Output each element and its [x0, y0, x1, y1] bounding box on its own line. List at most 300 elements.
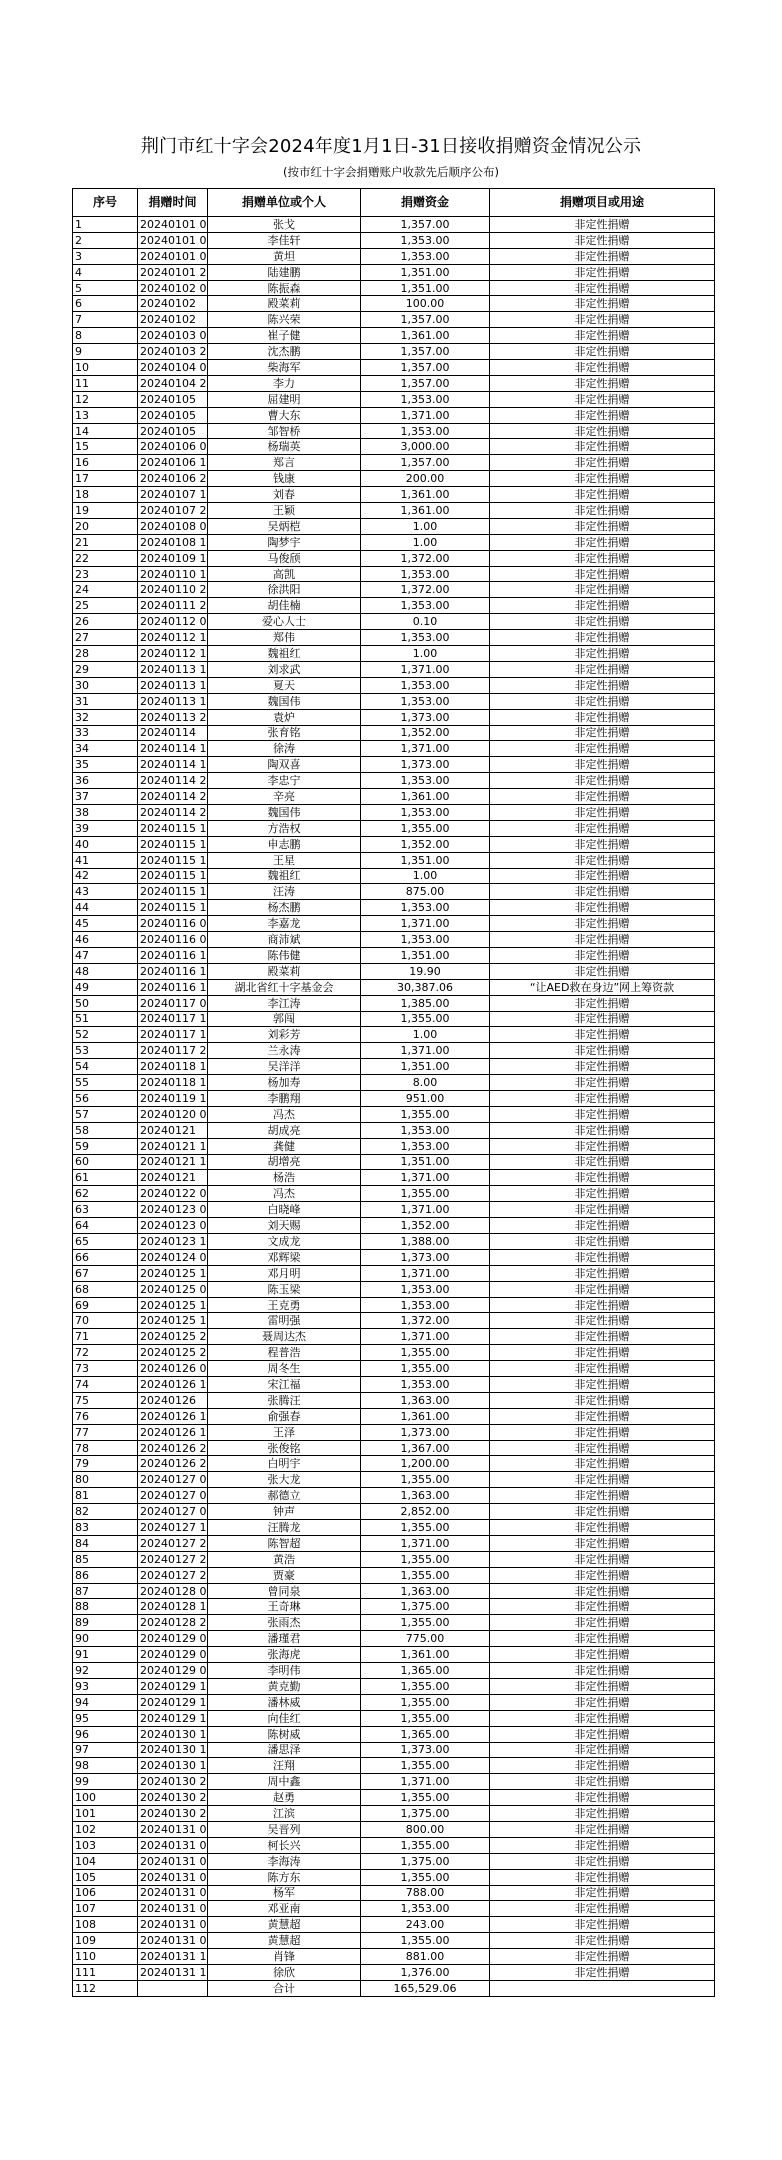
donation-date-cell: 20240123 0 — [138, 1218, 208, 1234]
donor-cell: 邓亚南 — [208, 1901, 361, 1917]
amount-cell: 1,353.00 — [361, 232, 490, 248]
table-row — [73, 375, 715, 391]
amount-cell: 1,357.00 — [361, 312, 490, 328]
donation-date-cell: 20240131 0 — [138, 1901, 208, 1917]
donation-date-cell: 20240127 0 — [138, 1504, 208, 1520]
purpose-cell: 非定性捐赠 — [490, 1949, 715, 1965]
serial-no-cell: 90 — [73, 1631, 138, 1647]
donation-date-cell: 20240128 2 — [138, 1615, 208, 1631]
serial-no-cell: 31 — [73, 693, 138, 709]
donor-cell: 雷明强 — [208, 1313, 361, 1329]
donor-cell: 钟声 — [208, 1504, 361, 1520]
amount-cell: 1,355.00 — [361, 1567, 490, 1583]
amount-cell: 1,355.00 — [361, 1011, 490, 1027]
donation-date-cell: 20240131 0 — [138, 1917, 208, 1933]
table-row — [73, 932, 715, 948]
purpose-cell: 非定性捐赠 — [490, 1758, 715, 1774]
table-row — [73, 1059, 715, 1075]
donor-cell: 胡成亮 — [208, 1122, 361, 1138]
purpose-cell: 非定性捐赠 — [490, 1377, 715, 1393]
donation-date-cell: 20240125 1 — [138, 1313, 208, 1329]
serial-no-cell: 42 — [73, 868, 138, 884]
serial-no-cell: 65 — [73, 1234, 138, 1250]
serial-no-cell: 19 — [73, 503, 138, 519]
donor-cell: 张腾汪 — [208, 1392, 361, 1408]
donor-cell: 李鹏翔 — [208, 1090, 361, 1106]
serial-no-cell: 57 — [73, 1106, 138, 1122]
serial-no-cell: 16 — [73, 455, 138, 471]
purpose-cell: 非定性捐赠 — [490, 677, 715, 693]
table-row — [73, 1631, 715, 1647]
purpose-cell: 非定性捐赠 — [490, 709, 715, 725]
purpose-cell: 非定性捐赠 — [490, 1170, 715, 1186]
serial-no-cell: 92 — [73, 1663, 138, 1679]
donor-cell: 吴炳桤 — [208, 518, 361, 534]
donor-cell: 吴洋洋 — [208, 1059, 361, 1075]
donor-cell: 方浩权 — [208, 820, 361, 836]
amount-cell: 1,363.00 — [361, 1488, 490, 1504]
donor-cell: 周中鑫 — [208, 1774, 361, 1790]
donor-cell: 杨浩 — [208, 1170, 361, 1186]
purpose-cell: 非定性捐赠 — [490, 296, 715, 312]
donor-cell: 刘天赐 — [208, 1218, 361, 1234]
amount-cell: 1,355.00 — [361, 1933, 490, 1949]
serial-no-cell: 22 — [73, 550, 138, 566]
serial-no-cell: 44 — [73, 900, 138, 916]
donor-cell: 杨杰鹏 — [208, 900, 361, 916]
table-row — [73, 1678, 715, 1694]
amount-cell: 1,355.00 — [361, 1710, 490, 1726]
table-row — [73, 1265, 715, 1281]
donation-date-cell: 20240130 2 — [138, 1806, 208, 1822]
purpose-cell: 非定性捐赠 — [490, 1424, 715, 1440]
amount-cell: 0.10 — [361, 614, 490, 630]
donation-date-cell: 20240131 1 — [138, 1964, 208, 1980]
purpose-cell: 非定性捐赠 — [490, 1106, 715, 1122]
table-row — [73, 1440, 715, 1456]
table-row — [73, 328, 715, 344]
amount-cell: 1,373.00 — [361, 757, 490, 773]
purpose-cell: 非定性捐赠 — [490, 693, 715, 709]
purpose-cell: 非定性捐赠 — [490, 1885, 715, 1901]
donation-date-cell: 20240113 2 — [138, 709, 208, 725]
donor-cell: 魏祖红 — [208, 646, 361, 662]
table-row — [73, 1599, 715, 1615]
purpose-cell: 非定性捐赠 — [490, 1806, 715, 1822]
donation-date-cell: 20240108 1 — [138, 534, 208, 550]
donation-date-cell: 20240103 0 — [138, 328, 208, 344]
table-row — [73, 1885, 715, 1901]
donor-cell: 肖锋 — [208, 1949, 361, 1965]
amount-cell: 1,351.00 — [361, 1059, 490, 1075]
page-subtitle: (按市红十字会捐赠账户收款先后顺序公布) — [283, 165, 499, 179]
purpose-cell: 非定性捐赠 — [490, 947, 715, 963]
donor-cell: 钱康 — [208, 471, 361, 487]
purpose-cell: 非定性捐赠 — [490, 1202, 715, 1218]
donor-cell: 江滨 — [208, 1806, 361, 1822]
purpose-cell: 非定性捐赠 — [490, 836, 715, 852]
donation-date-cell: 20240116 1 — [138, 947, 208, 963]
table-row — [73, 677, 715, 693]
serial-no-cell: 81 — [73, 1488, 138, 1504]
donor-cell: 潘林威 — [208, 1694, 361, 1710]
amount-cell: 800.00 — [361, 1821, 490, 1837]
serial-no-cell: 52 — [73, 1027, 138, 1043]
serial-no-cell: 84 — [73, 1535, 138, 1551]
donation-date-cell: 20240106 1 — [138, 455, 208, 471]
purpose-cell: 非定性捐赠 — [490, 1456, 715, 1472]
donor-cell: 黄坦 — [208, 248, 361, 264]
donation-date-cell: 20240122 0 — [138, 1186, 208, 1202]
donor-cell: 湖北省红十字基金会 — [208, 979, 361, 995]
purpose-cell: 非定性捐赠 — [490, 1472, 715, 1488]
amount-cell: 1,357.00 — [361, 344, 490, 360]
donation-date-cell: 20240108 0 — [138, 518, 208, 534]
amount-cell: 1,351.00 — [361, 264, 490, 280]
purpose-cell: 非定性捐赠 — [490, 630, 715, 646]
serial-no-cell: 15 — [73, 439, 138, 455]
purpose-cell: 非定性捐赠 — [490, 1281, 715, 1297]
table-row — [73, 995, 715, 1011]
table-row — [73, 1663, 715, 1679]
donation-date-cell: 20240128 1 — [138, 1599, 208, 1615]
donation-date-cell: 20240114 1 — [138, 741, 208, 757]
donor-cell: 申志鹏 — [208, 836, 361, 852]
donor-cell: 贾豪 — [208, 1567, 361, 1583]
donor-cell: 商沛斌 — [208, 932, 361, 948]
table-row — [73, 963, 715, 979]
donation-date-cell: 20240127 1 — [138, 1520, 208, 1536]
purpose-cell: 非定性捐赠 — [490, 1345, 715, 1361]
serial-no-cell: 53 — [73, 1043, 138, 1059]
amount-cell: 1,355.00 — [361, 1869, 490, 1885]
donor-cell: 夏天 — [208, 677, 361, 693]
header-serial-no: 序号 — [73, 189, 138, 217]
table-row — [73, 852, 715, 868]
donation-date-cell: 20240112 0 — [138, 614, 208, 630]
donation-date-cell: 20240129 1 — [138, 1694, 208, 1710]
donation-date-cell: 20240124 0 — [138, 1249, 208, 1265]
purpose-cell: 非定性捐赠 — [490, 820, 715, 836]
amount-cell: 1,352.00 — [361, 836, 490, 852]
table-row — [73, 1186, 715, 1202]
serial-no-cell: 1 — [73, 217, 138, 233]
donation-date-cell: 20240107 1 — [138, 487, 208, 503]
donor-cell: 邓月明 — [208, 1265, 361, 1281]
serial-no-cell: 36 — [73, 773, 138, 789]
serial-no-cell: 82 — [73, 1504, 138, 1520]
serial-no-cell: 83 — [73, 1520, 138, 1536]
table-row — [73, 1043, 715, 1059]
purpose-cell: 非定性捐赠 — [490, 1504, 715, 1520]
donation-date-cell: 20240127 2 — [138, 1535, 208, 1551]
donor-cell: 陈智超 — [208, 1535, 361, 1551]
donor-cell: 郝德立 — [208, 1488, 361, 1504]
serial-no-cell: 47 — [73, 947, 138, 963]
amount-cell: 1.00 — [361, 646, 490, 662]
amount-cell: 1.00 — [361, 534, 490, 550]
purpose-cell: 非定性捐赠 — [490, 455, 715, 471]
table-row — [73, 630, 715, 646]
header-donation-date: 捐赠时间 — [138, 189, 208, 217]
serial-no-cell: 80 — [73, 1472, 138, 1488]
serial-no-cell: 54 — [73, 1059, 138, 1075]
donor-cell: 袁炉 — [208, 709, 361, 725]
table-row — [73, 1535, 715, 1551]
amount-cell: 1,375.00 — [361, 1599, 490, 1615]
table-row — [73, 1742, 715, 1758]
amount-cell: 1,373.00 — [361, 1249, 490, 1265]
table-row — [73, 693, 715, 709]
table-row — [73, 646, 715, 662]
donation-date-cell: 20240113 1 — [138, 693, 208, 709]
amount-cell: 1,372.00 — [361, 1313, 490, 1329]
total-label: 合计 — [208, 1980, 361, 1996]
donation-date-cell: 20240130 2 — [138, 1774, 208, 1790]
table-row — [73, 1790, 715, 1806]
donation-date-cell: 20240119 1 — [138, 1090, 208, 1106]
table-row — [73, 1329, 715, 1345]
purpose-cell: 非定性捐赠 — [490, 741, 715, 757]
purpose-cell: 非定性捐赠 — [490, 598, 715, 614]
table-row — [73, 741, 715, 757]
amount-cell: 1,367.00 — [361, 1440, 490, 1456]
purpose-cell: 非定性捐赠 — [490, 1678, 715, 1694]
donor-cell: 汪翔 — [208, 1758, 361, 1774]
donor-cell: 刘春 — [208, 487, 361, 503]
table-row — [73, 1170, 715, 1186]
amount-cell: 1,371.00 — [361, 1170, 490, 1186]
serial-no-cell: 8 — [73, 328, 138, 344]
table-row — [73, 1361, 715, 1377]
total-serial-no: 112 — [73, 1980, 138, 1996]
purpose-cell: 非定性捐赠 — [490, 1774, 715, 1790]
table-row — [73, 1424, 715, 1440]
serial-no-cell: 75 — [73, 1392, 138, 1408]
donation-date-cell: 20240130 2 — [138, 1790, 208, 1806]
table-row — [73, 1821, 715, 1837]
donation-date-cell: 20240102 0 — [138, 280, 208, 296]
table-row — [73, 518, 715, 534]
donation-date-cell: 20240117 2 — [138, 1043, 208, 1059]
donor-cell: 赵勇 — [208, 1790, 361, 1806]
serial-no-cell: 50 — [73, 995, 138, 1011]
donation-date-cell: 20240113 1 — [138, 677, 208, 693]
donor-cell: 王泽 — [208, 1424, 361, 1440]
amount-cell: 1,355.00 — [361, 1551, 490, 1567]
amount-cell: 1,351.00 — [361, 280, 490, 296]
amount-cell: 1,371.00 — [361, 1043, 490, 1059]
donor-cell: 邹智桥 — [208, 423, 361, 439]
purpose-cell: 非定性捐赠 — [490, 1392, 715, 1408]
donor-cell: 陈振森 — [208, 280, 361, 296]
serial-no-cell: 25 — [73, 598, 138, 614]
amount-cell: 1,355.00 — [361, 1345, 490, 1361]
amount-cell: 200.00 — [361, 471, 490, 487]
total-date-cell — [138, 1980, 208, 1996]
purpose-cell: 非定性捐赠 — [490, 1488, 715, 1504]
serial-no-cell: 59 — [73, 1138, 138, 1154]
amount-cell: 1,371.00 — [361, 741, 490, 757]
table-row — [73, 1933, 715, 1949]
purpose-cell: 非定性捐赠 — [490, 995, 715, 1011]
table-row — [73, 1520, 715, 1536]
table-row — [73, 709, 715, 725]
purpose-cell: 非定性捐赠 — [490, 1790, 715, 1806]
amount-cell: 881.00 — [361, 1949, 490, 1965]
amount-cell: 1,357.00 — [361, 375, 490, 391]
amount-cell: 1.00 — [361, 868, 490, 884]
amount-cell: 30,387.06 — [361, 979, 490, 995]
serial-no-cell: 35 — [73, 757, 138, 773]
donation-date-cell: 20240120 0 — [138, 1106, 208, 1122]
serial-no-cell: 79 — [73, 1456, 138, 1472]
purpose-cell: 非定性捐赠 — [490, 1075, 715, 1091]
serial-no-cell: 26 — [73, 614, 138, 630]
table-row — [73, 614, 715, 630]
donation-date-cell: 20240127 2 — [138, 1567, 208, 1583]
table-row — [73, 1837, 715, 1853]
table-row — [73, 264, 715, 280]
donor-cell: 李嘉龙 — [208, 916, 361, 932]
donor-cell: 魏国伟 — [208, 693, 361, 709]
serial-no-cell: 51 — [73, 1011, 138, 1027]
donor-cell: 张俊铭 — [208, 1440, 361, 1456]
donation-date-cell: 20240123 1 — [138, 1234, 208, 1250]
donation-date-cell: 20240116 1 — [138, 979, 208, 995]
table-row — [73, 1106, 715, 1122]
donation-date-cell: 20240107 2 — [138, 503, 208, 519]
amount-cell: 8.00 — [361, 1075, 490, 1091]
purpose-cell: 非定性捐赠 — [490, 503, 715, 519]
amount-cell: 1,375.00 — [361, 1853, 490, 1869]
serial-no-cell: 4 — [73, 264, 138, 280]
serial-no-cell: 64 — [73, 1218, 138, 1234]
donation-date-cell: 20240121 — [138, 1122, 208, 1138]
serial-no-cell: 91 — [73, 1647, 138, 1663]
serial-no-cell: 66 — [73, 1249, 138, 1265]
purpose-cell: 非定性捐赠 — [490, 407, 715, 423]
donation-date-cell: 20240126 2 — [138, 1440, 208, 1456]
table-row — [73, 1408, 715, 1424]
donation-date-cell: 20240126 1 — [138, 1408, 208, 1424]
table-row — [73, 423, 715, 439]
purpose-cell: 非定性捐赠 — [490, 534, 715, 550]
donation-date-cell: 20240126 1 — [138, 1377, 208, 1393]
amount-cell: 19.90 — [361, 963, 490, 979]
amount-cell: 1,357.00 — [361, 455, 490, 471]
donor-cell: 白晓峰 — [208, 1202, 361, 1218]
purpose-cell: 非定性捐赠 — [490, 423, 715, 439]
table-row — [73, 1567, 715, 1583]
purpose-cell: 非定性捐赠 — [490, 1027, 715, 1043]
serial-no-cell: 93 — [73, 1678, 138, 1694]
donation-date-cell: 20240101 0 — [138, 217, 208, 233]
donation-date-cell: 20240114 2 — [138, 804, 208, 820]
purpose-cell: 非定性捐赠 — [490, 884, 715, 900]
donor-cell: 杨加寿 — [208, 1075, 361, 1091]
purpose-cell: 非定性捐赠 — [490, 1901, 715, 1917]
donation-date-cell: 20240115 1 — [138, 884, 208, 900]
amount-cell: 1,371.00 — [361, 407, 490, 423]
serial-no-cell: 110 — [73, 1949, 138, 1965]
serial-no-cell: 86 — [73, 1567, 138, 1583]
amount-cell: 1,372.00 — [361, 582, 490, 598]
purpose-cell: 非定性捐赠 — [490, 1567, 715, 1583]
purpose-cell: 非定性捐赠 — [490, 1297, 715, 1313]
donation-date-cell: 20240116 0 — [138, 916, 208, 932]
serial-no-cell: 102 — [73, 1821, 138, 1837]
donor-cell: 俞强春 — [208, 1408, 361, 1424]
donor-cell: 冯杰 — [208, 1106, 361, 1122]
purpose-cell: 非定性捐赠 — [490, 773, 715, 789]
donation-date-cell: 20240101 0 — [138, 232, 208, 248]
table-row — [73, 820, 715, 836]
donation-date-cell: 20240123 0 — [138, 1202, 208, 1218]
purpose-cell: 非定性捐赠 — [490, 1059, 715, 1075]
donation-date-cell: 20240102 — [138, 296, 208, 312]
purpose-cell: 非定性捐赠 — [490, 1361, 715, 1377]
donation-date-cell: 20240114 2 — [138, 789, 208, 805]
serial-no-cell: 70 — [73, 1313, 138, 1329]
serial-no-cell: 78 — [73, 1440, 138, 1456]
donor-cell: 李力 — [208, 375, 361, 391]
serial-no-cell: 62 — [73, 1186, 138, 1202]
amount-cell: 100.00 — [361, 296, 490, 312]
serial-no-cell: 67 — [73, 1265, 138, 1281]
donor-cell: 爱心人士 — [208, 614, 361, 630]
serial-no-cell: 105 — [73, 1869, 138, 1885]
serial-no-cell: 24 — [73, 582, 138, 598]
purpose-cell: 非定性捐赠 — [490, 1011, 715, 1027]
donor-cell: 黄克勤 — [208, 1678, 361, 1694]
table-row — [73, 868, 715, 884]
amount-cell: 1,388.00 — [361, 1234, 490, 1250]
donation-date-cell: 20240129 0 — [138, 1631, 208, 1647]
donation-date-cell: 20240115 1 — [138, 836, 208, 852]
amount-cell: 1,371.00 — [361, 1535, 490, 1551]
purpose-cell: 非定性捐赠 — [490, 518, 715, 534]
table-row — [73, 1297, 715, 1313]
amount-cell: 1,365.00 — [361, 1663, 490, 1679]
donor-cell: 高凯 — [208, 566, 361, 582]
amount-cell: 1,353.00 — [361, 1281, 490, 1297]
serial-no-cell: 111 — [73, 1964, 138, 1980]
purpose-cell: 非定性捐赠 — [490, 439, 715, 455]
donor-cell: 陈树威 — [208, 1726, 361, 1742]
table-row — [73, 1806, 715, 1822]
donor-cell: 李明伟 — [208, 1663, 361, 1679]
donation-date-cell: 20240126 — [138, 1392, 208, 1408]
donation-date-cell: 20240105 — [138, 407, 208, 423]
amount-cell: 1,361.00 — [361, 789, 490, 805]
donor-cell: 徐洪阳 — [208, 582, 361, 598]
amount-cell: 1,353.00 — [361, 1122, 490, 1138]
donation-date-cell: 20240126 0 — [138, 1361, 208, 1377]
purpose-cell: 非定性捐赠 — [490, 868, 715, 884]
table-row — [73, 1551, 715, 1567]
table-row — [73, 1964, 715, 1980]
donor-cell: 聂周达杰 — [208, 1329, 361, 1345]
donor-cell: 魏祖红 — [208, 868, 361, 884]
purpose-cell: 非定性捐赠 — [490, 661, 715, 677]
donor-cell: 黄慧超 — [208, 1933, 361, 1949]
purpose-cell: 非定性捐赠 — [490, 1329, 715, 1345]
purpose-cell: 非定性捐赠 — [490, 932, 715, 948]
amount-cell: 788.00 — [361, 1885, 490, 1901]
purpose-cell: 非定性捐赠 — [490, 1090, 715, 1106]
amount-cell: 1,353.00 — [361, 773, 490, 789]
